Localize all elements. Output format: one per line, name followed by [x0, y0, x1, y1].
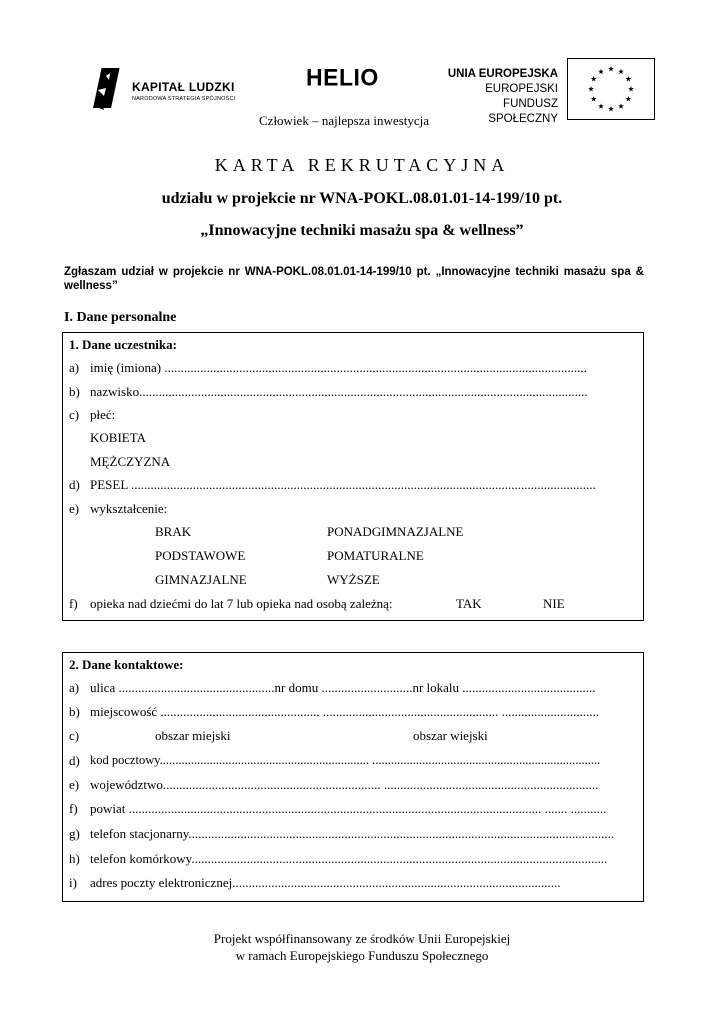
gender-male-option[interactable]: MĘŻCZYZNA	[90, 454, 171, 469]
gender-label: płeć:	[90, 407, 116, 422]
subtitle-project-name: „Innowacyjne techniki masażu spa & wellness”	[200, 222, 524, 239]
postal-code-field[interactable]: kod pocztowy................................................................... .........................................................................	[90, 753, 601, 767]
education-label: wykształcenie:	[90, 501, 168, 516]
eu-star-icon	[588, 86, 594, 91]
last-name-field[interactable]: nazwisko..........................................................................................................................................	[90, 384, 588, 399]
edu-brak-label: BRAK	[155, 524, 192, 539]
landline-field[interactable]: telefon stacjonarny...................................................................................................................................	[90, 826, 615, 841]
label-b: b)	[69, 704, 80, 719]
rural-area-label: obszar wiejski	[413, 728, 488, 743]
contact-data-box	[62, 652, 644, 902]
ue-line2: EUROPEJSKI	[485, 83, 558, 95]
kapital-ludzki-title: KAPITAŁ LUDZKI	[132, 80, 235, 94]
label-a: a)	[69, 360, 80, 375]
mobile-field[interactable]: telefon komórkowy................................................................................................................................	[90, 851, 608, 866]
urban-area-label: obszar miejski	[155, 728, 231, 743]
footer-line1: Projekt współfinansowany ze środków Unii Europejskiej	[213, 931, 511, 946]
edu-wyzsze-label: WYŻSZE	[327, 572, 380, 587]
eu-star-icon	[598, 69, 604, 74]
contact-box-title: 2. Dane kontaktowe:	[69, 657, 184, 672]
label-g: g)	[69, 826, 80, 841]
label-c: c)	[69, 407, 80, 422]
subtitle-project-number: udziału w projekcie nr WNA-POKL.08.01.01-14-199/10 pt.	[161, 190, 563, 207]
county-field[interactable]: powiat ............................................................................................................................... ....... ...........	[90, 801, 607, 816]
label-f: f)	[69, 596, 78, 611]
care-no-option[interactable]: NIE	[543, 596, 565, 611]
page-title: KARTA REKRUTACYJNA	[214, 155, 510, 175]
eu-flag	[567, 58, 655, 120]
street-field[interactable]: ulica ................................................nr domu ............................nr lokalu .........................................	[90, 680, 596, 695]
email-field[interactable]: adres poczty elektronicznej.....................................................................................................	[90, 875, 561, 890]
care-yes-option[interactable]: TAK	[456, 596, 482, 611]
eu-star-icon	[608, 66, 614, 71]
kapital-ludzki-subtitle: NARODOWA STRATEGIA SPÓJNOŚCI	[132, 96, 236, 102]
eu-star-icon	[625, 96, 631, 101]
edu-gimnazjalne-label: GIMNAZJALNE	[155, 572, 247, 587]
label-b: b)	[69, 384, 80, 399]
label-i: i)	[69, 875, 77, 890]
helio-logo: HELIO	[306, 63, 379, 91]
eu-star-icon	[608, 106, 614, 111]
label-h: h)	[69, 851, 80, 866]
eu-stars-icon	[568, 59, 654, 119]
edu-podstawowe-label: PODSTAWOWE	[155, 548, 246, 563]
eu-star-icon	[628, 86, 634, 91]
eu-star-icon	[591, 96, 597, 101]
ue-logo-text	[436, 67, 558, 127]
label-d: d)	[69, 477, 80, 492]
label-a: a)	[69, 680, 80, 695]
eu-star-icon	[618, 103, 624, 108]
footer	[0, 930, 724, 964]
eu-star-icon	[618, 69, 624, 74]
eu-star-icon	[598, 103, 604, 108]
motto: Człowiek – najlepsza inwestycja	[259, 113, 430, 128]
kapital-ludzki-emblem-icon	[92, 66, 126, 112]
label-d: d)	[69, 753, 80, 768]
gender-female-option[interactable]: KOBIETA	[90, 430, 147, 445]
participant-box-title: 1. Dane uczestnika:	[69, 337, 177, 352]
pesel-field[interactable]: PESEL ...............................................................................................................................................	[90, 477, 596, 492]
first-name-field[interactable]: imię (imiona) ..................................................................................................................................	[90, 360, 587, 375]
eu-star-icon	[625, 76, 631, 81]
label-f: f)	[69, 801, 78, 816]
city-field[interactable]: miejscowość ................................................. ...................................................... ..............................	[90, 704, 600, 719]
participant-data-box	[62, 332, 644, 621]
eu-star-icon	[591, 76, 597, 81]
ue-line1: UNIA EUROPEJSKA	[447, 68, 558, 80]
edu-pomaturalne-label: POMATURALNE	[327, 548, 424, 563]
ue-line3: FUNDUSZ SPOŁECZNY	[488, 98, 558, 125]
edu-ponadgim-label: PONADGIMNAZJALNE	[327, 524, 464, 539]
footer-line2: w ramach Europejskiego Funduszu Społecznego	[235, 948, 489, 963]
label-c: c)	[69, 728, 80, 743]
voivodeship-field[interactable]: województwo................................................................... ..................................................................	[90, 777, 599, 792]
section-personal-heading: I. Dane personalne	[64, 310, 177, 325]
care-label: opieka nad dziećmi do lat 7 lub opieka nad osobą zależną:	[90, 596, 393, 611]
declaration: Zgłaszam udział w projekcie nr WNA-POKL.08.01.01-14-199/10 pt. „Innowacyjne techniki masażu spa & wellness”	[64, 266, 644, 292]
label-e: e)	[69, 777, 80, 792]
label-e: e)	[69, 501, 80, 516]
kapital-ludzki-logo	[92, 66, 252, 112]
